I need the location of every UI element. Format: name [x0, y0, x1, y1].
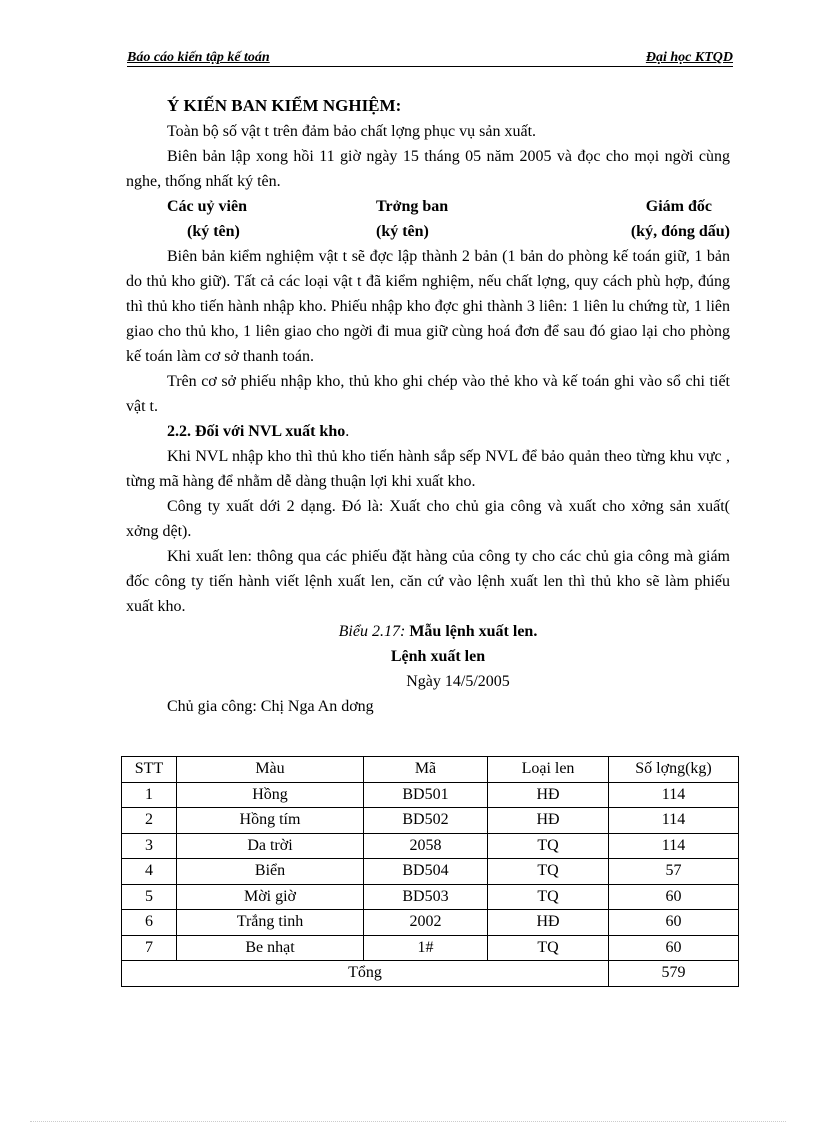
cell-color: Trắng tinh [177, 910, 364, 936]
cell-color: Biển [177, 859, 364, 885]
signer-members: Các uỷ viên [167, 198, 247, 215]
table-row [122, 859, 739, 885]
paragraph-quality: Toàn bộ số vật t trên đảm bảo chất lợng phục vụ sản xuất. [167, 123, 537, 140]
cell-quantity: 114 [609, 833, 739, 859]
form-caption [146, 619, 730, 644]
cell-code: BD501 [364, 782, 488, 808]
cell-quantity: 60 [609, 935, 739, 961]
table-row [122, 910, 739, 936]
subsection-heading-period: . [345, 423, 350, 440]
cell-quantity: 57 [609, 859, 739, 885]
signature-row [126, 194, 730, 219]
col-header-yarn-type: Loại len [488, 757, 609, 783]
cell-quantity: 114 [609, 782, 739, 808]
total-value: 579 [609, 961, 739, 987]
cell-yarn-type: TQ [488, 884, 609, 910]
cell-yarn-type: HĐ [488, 782, 609, 808]
table-row [122, 782, 739, 808]
signer-members-note: (ký tên) [187, 223, 240, 240]
header-right-title: Đại học KTQD [645, 50, 733, 65]
subsection-heading-text: 2.2. Đối với NVL xuất kho [167, 423, 346, 440]
cell-code: BD502 [364, 808, 488, 834]
cell-yarn-type: TQ [488, 859, 609, 885]
cell-color: Hồng tím [177, 808, 364, 834]
form-owner: Chủ gia công: Chị Nga An dơng [167, 698, 374, 715]
table-row [122, 935, 739, 961]
table-row [122, 884, 739, 910]
cell-yarn-type: TQ [488, 833, 609, 859]
table-header-row [122, 757, 739, 783]
cell-color: Da trời [177, 833, 364, 859]
cell-color: Hồng [177, 782, 364, 808]
col-header-stt: STT [122, 757, 177, 783]
total-label: Tổng [122, 961, 609, 987]
signer-head-note: (ký tên) [376, 223, 429, 240]
cell-stt: 2 [122, 808, 177, 834]
page-header [127, 50, 733, 67]
cell-yarn-type: HĐ [488, 808, 609, 834]
paragraph-inspection-copies: Biên bản kiểm nghiệm vật t sẽ đợc lập thành 2 bản (1 bản do phòng kế toán giữ, 1 bản do thủ kho giữ). Tất cả các loại vật t đã kiểm nghiệm, nếu chất lợng, quy cách phù hợp, đúng thì thủ kho tiến hành nhập kho. Phiếu nhập kho đợc ghi thành 3 liên: 1 liên lu chứng từ, 1 liên giao cho thủ kho, 1 liên giao cho ngời đi mua giữ cùng hoá đơn để sau đó giao lại cho phòng kế toán làm cơ sở thanh toán. [126, 248, 730, 365]
paragraph-warehouse-record: Trên cơ sở phiếu nhập kho, thủ kho ghi chép vào thẻ kho và kế toán ghi vào sổ chi tiết vật t. [126, 373, 730, 415]
paragraph-minutes: Biên bản lập xong hồi 11 giờ ngày 15 tháng 05 năm 2005 và đọc cho mọi ngời cùng nghe, thống nhất ký tên. [126, 148, 730, 190]
paragraph-issue-types: Công ty xuất dới 2 dạng. Đó là: Xuất cho chủ gia công và xuất cho xởng sản xuất( xởng dệt). [126, 498, 730, 540]
cell-stt: 7 [122, 935, 177, 961]
caption-text: Mẫu lệnh xuất len. [405, 623, 538, 640]
table-total-row [122, 961, 739, 987]
signer-head: Trởng ban [376, 198, 449, 215]
cell-stt: 3 [122, 833, 177, 859]
cell-stt: 4 [122, 859, 177, 885]
cell-code: 1# [364, 935, 488, 961]
col-header-color: Màu [177, 757, 364, 783]
cell-quantity: 60 [609, 910, 739, 936]
signer-director-note: (ký, đóng dấu) [630, 223, 730, 240]
subsection-heading [126, 419, 730, 444]
caption-label: Biểu 2.17: [338, 623, 406, 640]
form-title: Lệnh xuất len [390, 648, 486, 665]
cell-code: 2002 [364, 910, 488, 936]
header-left-title: Báo cáo kiến tập kế toán [127, 50, 270, 65]
cell-yarn-type: TQ [488, 935, 609, 961]
cell-yarn-type: HĐ [488, 910, 609, 936]
cell-quantity: 60 [609, 884, 739, 910]
cell-quantity: 114 [609, 808, 739, 834]
table-row [122, 808, 739, 834]
cell-color: Mời giờ [177, 884, 364, 910]
cell-code: 2058 [364, 833, 488, 859]
paragraph-storage: Khi NVL nhập kho thì thủ kho tiến hành sắp sếp NVL để bảo quản theo từng khu vực , từng mã hàng để nhằm dễ dàng thuận lợi khi xuất kho. [126, 448, 730, 490]
cell-stt: 6 [122, 910, 177, 936]
cell-stt: 1 [122, 782, 177, 808]
col-header-quantity: Số lợng(kg) [609, 757, 739, 783]
issue-order-table [121, 756, 739, 987]
signer-director: Giám đốc [645, 198, 712, 215]
col-header-code: Mã [364, 757, 488, 783]
cell-color: Be nhạt [177, 935, 364, 961]
signature-note-row [126, 219, 730, 244]
table-row [122, 833, 739, 859]
paragraph-issue-process: Khi xuất len: thông qua các phiếu đặt hàng của công ty cho các chủ gia công mà giám đốc công ty tiến hành viết lệnh xuất len, căn cứ vào lệnh xuất len thì thủ kho sẽ làm phiếu xuất kho. [126, 548, 730, 615]
cell-stt: 5 [122, 884, 177, 910]
cell-code: BD504 [364, 859, 488, 885]
document-body [126, 93, 730, 719]
cell-code: BD503 [364, 884, 488, 910]
inspection-heading: Ý KIẾN BAN KIỂM NGHIỆM: [167, 96, 402, 115]
form-date: Ngày 14/5/2005 [406, 673, 510, 690]
